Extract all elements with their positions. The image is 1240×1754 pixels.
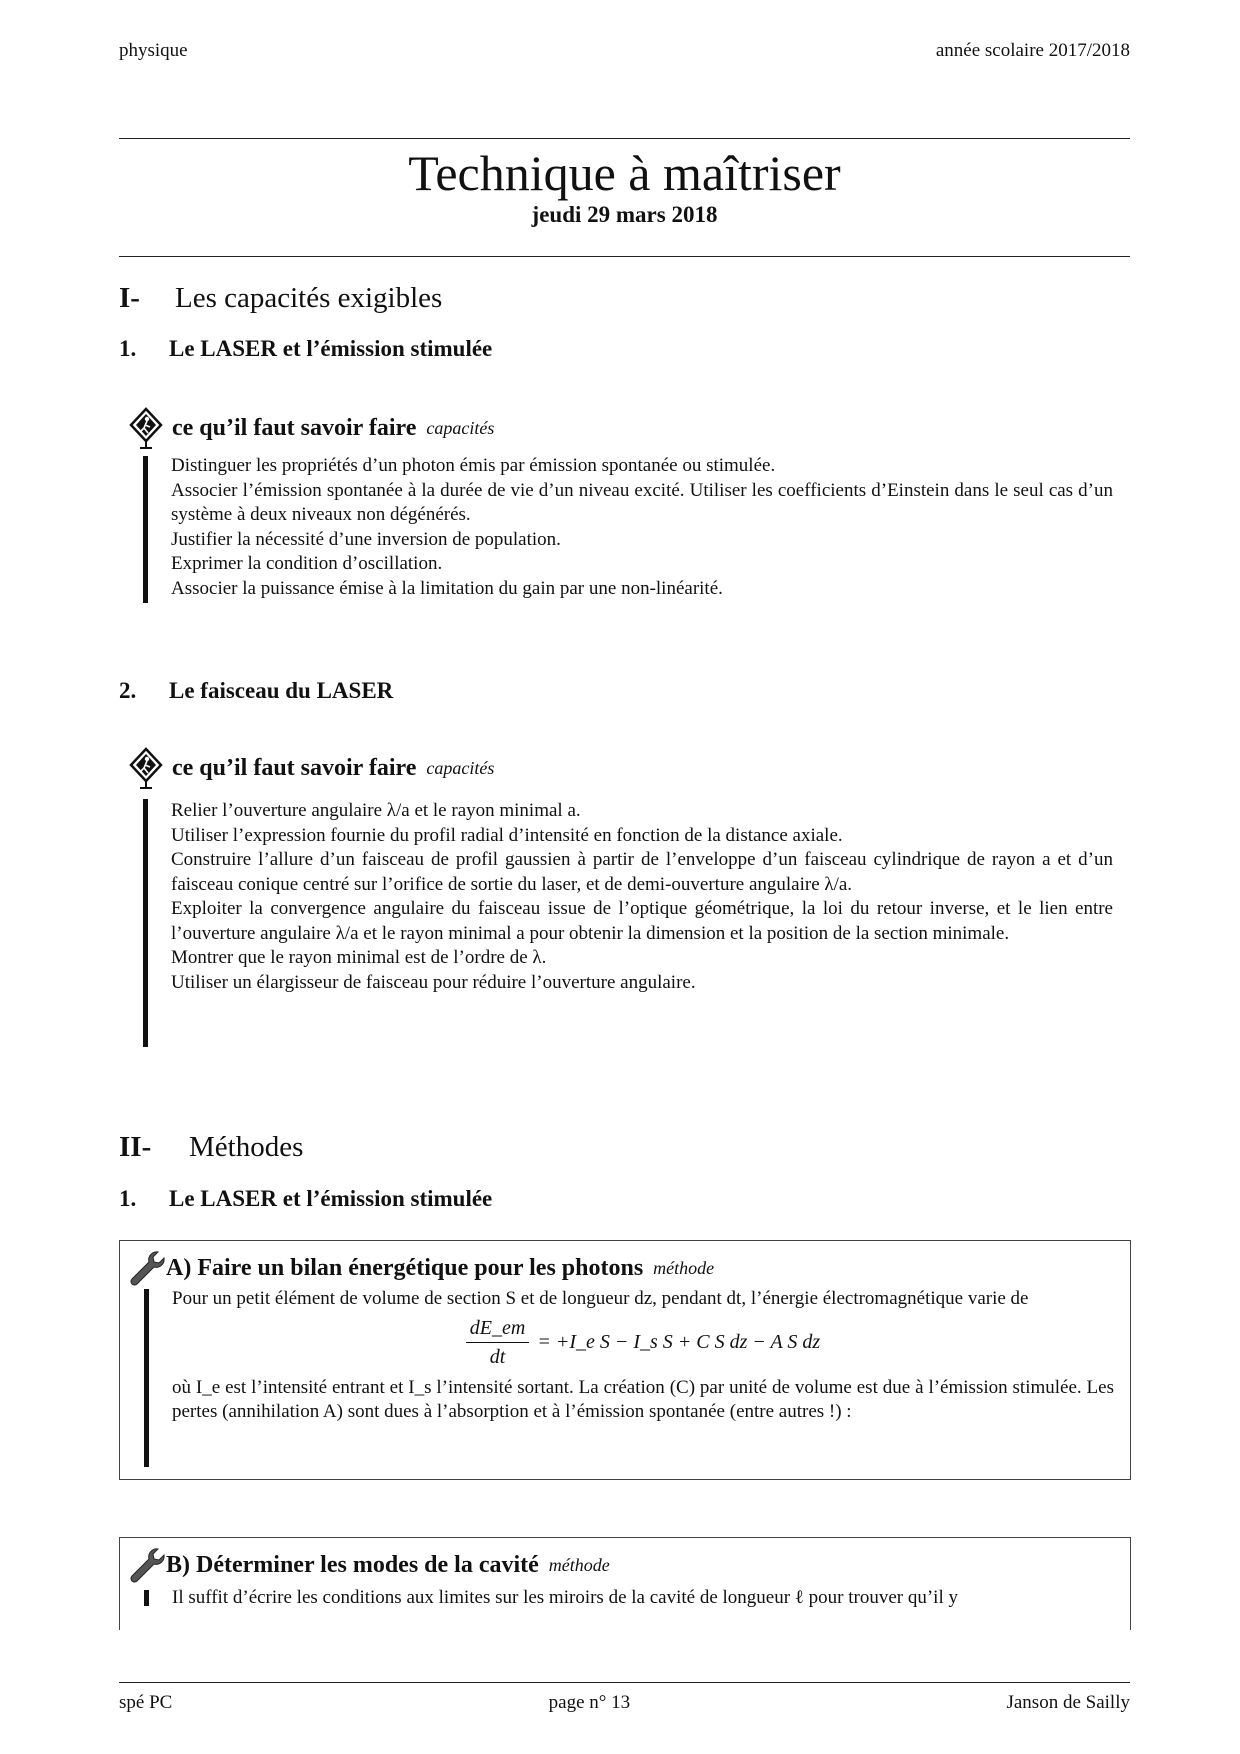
title-rule-top: [119, 138, 1130, 139]
capacite-line: Montrer que le rayon minimal est de l’ordre de λ.: [171, 947, 547, 968]
capacites-box-bar: [143, 456, 148, 603]
method-header: [128, 1546, 610, 1584]
footer-class: spé PC: [119, 1692, 173, 1713]
method-box-bilan: [119, 1240, 1131, 1480]
subsection-title: Le faisceau du LASER: [169, 678, 394, 703]
header-subject: physique: [119, 40, 188, 61]
roadwork-sign-icon: [128, 407, 164, 449]
section-heading-capacites: [119, 282, 442, 315]
subsection-title: Le LASER et l’émission stimulée: [169, 336, 493, 361]
box-label: ce qu’il faut savoir faire: [172, 414, 417, 441]
capacites-list-faisceau: [171, 799, 1113, 995]
capacite-line: Associer l’émission spontanée à la durée de vie d’un niveau excité. Utiliser les coefficients d’Einstein dans le seul cas d’un système à deux niveaux non dégénérés.: [171, 479, 1113, 525]
method-intro: Pour un petit élément de volume de section S et de longueur dz, pendant dt, l’énergie électromagnétique varie de: [172, 1288, 1029, 1309]
capacites-box-bar: [143, 799, 148, 1047]
method-box-modes: [119, 1537, 1131, 1630]
method-label: A) Faire un bilan énergétique pour les photons: [166, 1254, 644, 1281]
subsection-heading-laser-methodes: [119, 1186, 492, 1212]
method-outro: où I_e est l’intensité entrant et I_s l’intensité sortant. La création (C) par unité de volume est due à l’émission stimulée. Les pertes (annihilation A) sont dues à l’absorption et à l’émission spontanée (entre autres !) :: [172, 1376, 1114, 1422]
subsection-heading-faisceau: [119, 678, 393, 704]
page-footer: [119, 1692, 1130, 1714]
subsection-heading-laser: [119, 336, 492, 362]
capacites-box-header: [128, 407, 494, 449]
method-header: [128, 1249, 714, 1287]
capacite-line: Exprimer la condition d’oscillation.: [171, 553, 443, 574]
equation-denominator: dt: [489, 1346, 506, 1368]
method-tag: méthode: [653, 1257, 715, 1278]
equation-rhs: = +I_e S − I_s S + C S dz − A S dz: [537, 1331, 821, 1354]
capacites-list-laser: [171, 454, 1113, 601]
capacite-line: Construire l’allure d’un faisceau de profil gaussien à partir de l’enveloppe d’un faisceau cylindrique de rayon a et d’un faisceau conique centré sur l’orifice de sortie du laser, et de demi-ouverture angulaire λ/a.: [171, 849, 1113, 895]
capacite-line: Justifier la nécessité d’une inversion de population.: [171, 528, 561, 550]
page-title: Technique à maîtriser: [408, 145, 841, 201]
capacite-line: Utiliser un élargisseur de faisceau pour réduire l’ouverture angulaire.: [171, 971, 696, 993]
section-heading-methodes: [119, 1131, 303, 1164]
section-number: I-: [119, 282, 140, 314]
capacite-line: Relier l’ouverture angulaire λ/a et le rayon minimal a.: [171, 800, 581, 821]
capacite-line: Associer la puissance émise à la limitation du gain par une non-linéarité.: [171, 577, 723, 599]
subsection-number: 1.: [119, 336, 137, 361]
running-header: [119, 40, 1130, 62]
method-tag: méthode: [548, 1554, 610, 1575]
method-box-bar: [144, 1590, 149, 1606]
equation-fraction: [466, 1316, 530, 1370]
capacites-box-header: [128, 747, 494, 789]
box-tag: capacités: [426, 757, 495, 778]
footer-rule: [119, 1682, 1130, 1683]
box-label: ce qu’il faut savoir faire: [172, 754, 417, 781]
capacite-line: Exploiter la convergence angulaire du faisceau issue de l’optique géométrique, la loi du retour inverse, et le lien entre l’ouverture angulaire λ/a et le rayon minimal a pour obtenir la dimension et la position de la section minimale.: [171, 898, 1113, 944]
method-body: [172, 1586, 1114, 1611]
wrench-icon: [128, 1546, 166, 1584]
capacite-line: Distinguer les propriétés d’un photon émis par émission spontanée ou stimulée.: [171, 455, 776, 476]
equation-numerator: dE_em: [466, 1316, 530, 1344]
title-rule-bottom: [119, 256, 1130, 257]
page-number: page n° 13: [548, 1692, 631, 1713]
method-label: B) Déterminer les modes de la cavité: [166, 1551, 539, 1578]
method-text: Il suffit d’écrire les conditions aux limites sur les miroirs de la cavité de longueur ℓ pour trouver qu’il y: [172, 1587, 958, 1608]
page-date: jeudi 29 mars 2018: [531, 202, 718, 227]
section-title: Méthodes: [189, 1131, 304, 1163]
subsection-number: 2.: [119, 678, 137, 703]
wrench-icon: [128, 1249, 166, 1287]
header-year: année scolaire 2017/2018: [935, 40, 1130, 61]
capacite-line: Utiliser l’expression fournie du profil radial d’intensité en fonction de la distance axiale.: [171, 824, 843, 846]
method-box-bar: [144, 1289, 149, 1467]
roadwork-sign-icon: [128, 747, 164, 789]
subsection-number: 1.: [119, 1186, 137, 1211]
box-tag: capacités: [426, 417, 495, 438]
section-title: Les capacités exigibles: [175, 282, 443, 314]
title-block: [119, 145, 1130, 228]
subsection-title: Le LASER et l’émission stimulée: [169, 1186, 493, 1211]
method-body: [172, 1287, 1114, 1425]
footer-school: Janson de Sailly: [1006, 1692, 1130, 1713]
energy-balance-equation: [172, 1316, 1114, 1370]
section-number: II-: [119, 1131, 152, 1163]
